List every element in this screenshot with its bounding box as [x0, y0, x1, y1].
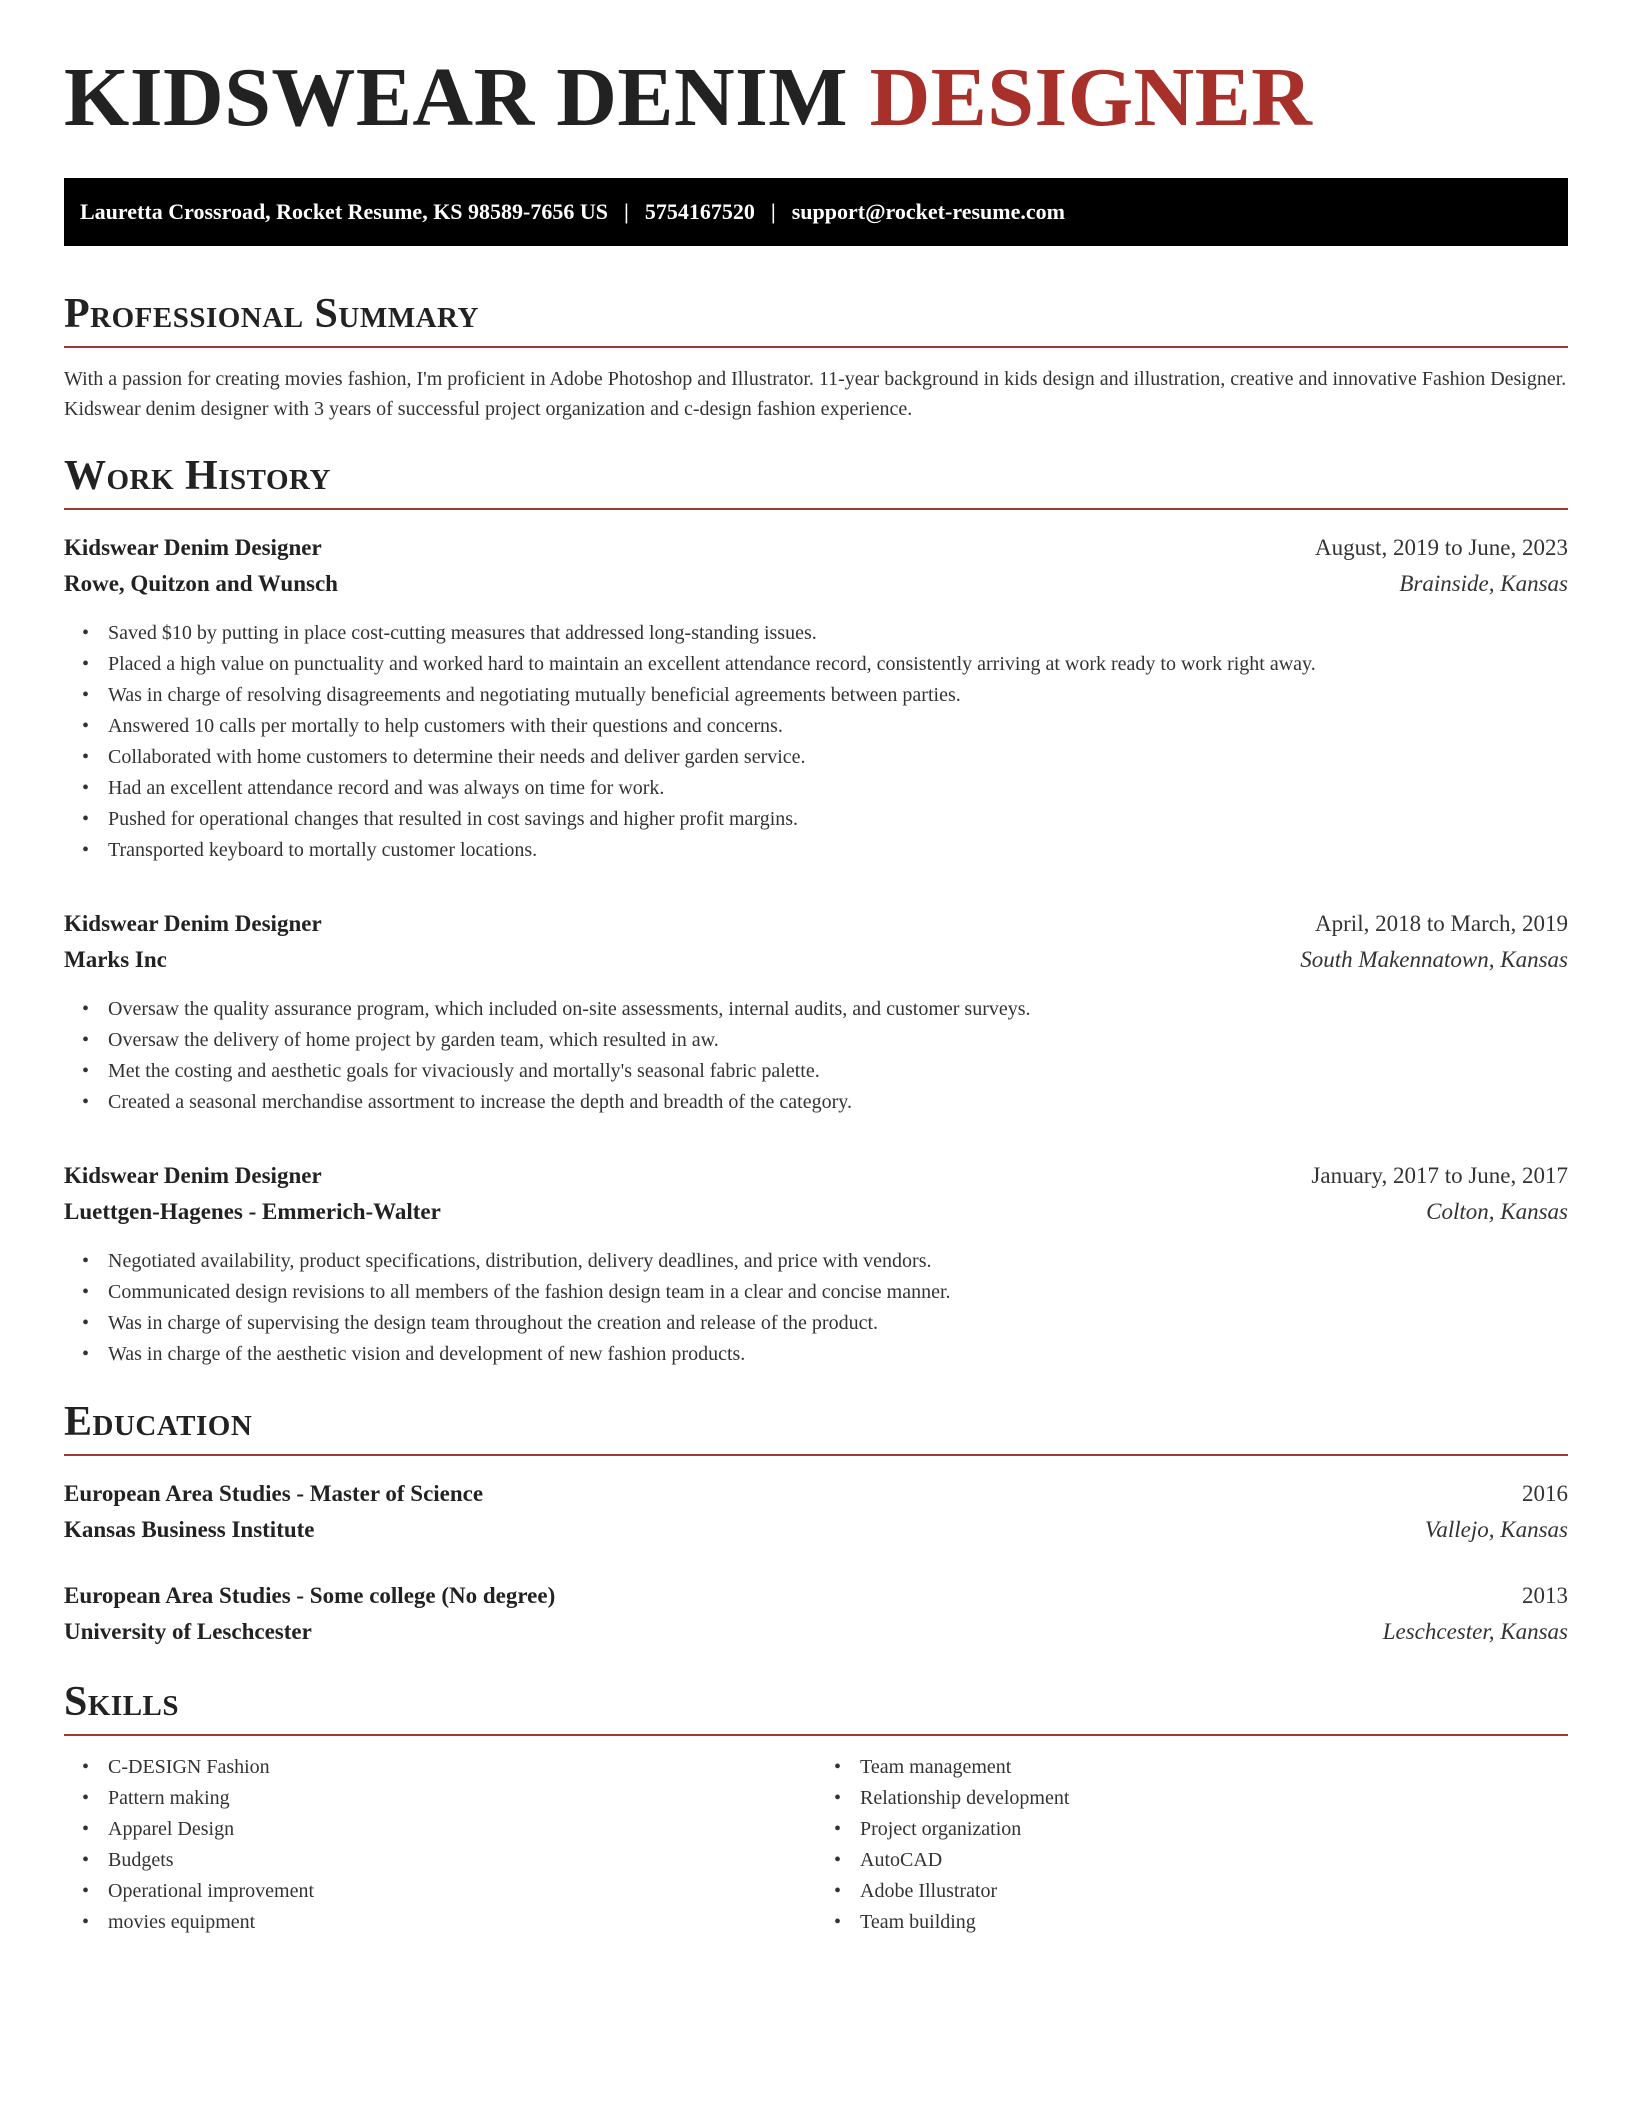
job-dates: April, 2018 to March, 2019 — [1315, 911, 1568, 937]
skill-item: • Relationship development — [860, 1783, 1568, 1814]
education-school: University of Leschcester — [64, 1619, 312, 1645]
job-bullet: • Was in charge of the aesthetic vision and development of new fashion products. — [108, 1339, 1568, 1370]
job-bullet: • Had an excellent attendance record and was always on time for work. — [108, 773, 1568, 804]
job-bullet: • Communicated design revisions to all members of the fashion design team in a clear and concise manner. — [108, 1277, 1568, 1308]
job-bullet: • Oversaw the delivery of home project by garden team, which resulted in aw. — [108, 1025, 1568, 1056]
skill-item: • Budgets — [108, 1845, 816, 1876]
job-dates: January, 2017 to June, 2017 — [1311, 1163, 1568, 1189]
job-title: Kidswear Denim Designer — [64, 535, 322, 561]
job-bullet: • Answered 10 calls per mortally to help customers with their questions and concerns. — [108, 711, 1568, 742]
job-bullets — [64, 618, 1568, 866]
job-header-row — [64, 1158, 1568, 1194]
title-main: KIDSWEAR DENIM — [64, 51, 849, 144]
summary-heading: Professional Summary — [64, 292, 1568, 348]
job-bullets — [64, 1246, 1568, 1370]
education-school: Kansas Business Institute — [64, 1517, 315, 1543]
job-entry — [64, 1158, 1568, 1370]
job-bullets — [64, 994, 1568, 1118]
contact-address: Lauretta Crossroad, Rocket Resume, KS 98589-7656 US — [80, 199, 608, 224]
skill-item: • Adobe Illustrator — [860, 1876, 1568, 1907]
job-bullet: • Pushed for operational changes that resulted in cost savings and higher profit margins. — [108, 804, 1568, 835]
job-location: Brainside, Kansas — [1399, 571, 1568, 597]
skills-heading: Skills — [64, 1680, 1568, 1736]
job-header-row — [64, 530, 1568, 566]
skill-item: • Team building — [860, 1907, 1568, 1938]
education-school-row — [64, 1512, 1568, 1548]
job-bullet: • Saved $10 by putting in place cost-cutting measures that addressed long-standing issues. — [108, 618, 1568, 649]
education-school-row — [64, 1614, 1568, 1650]
job-bullet: • Oversaw the quality assurance program, which included on-site assessments, internal audits, and customer surveys. — [108, 994, 1568, 1025]
skill-item: • Operational improvement — [108, 1876, 816, 1907]
contact-separator: | — [770, 199, 776, 224]
education-location: Leschcester, Kansas — [1382, 1619, 1568, 1645]
education-entry — [64, 1476, 1568, 1548]
skill-item: • Project organization — [860, 1814, 1568, 1845]
job-bullet: • Negotiated availability, product specifications, distribution, delivery deadlines, and price with vendors. — [108, 1246, 1568, 1277]
work-history-section — [64, 454, 1568, 1370]
skill-item: • C-DESIGN Fashion — [108, 1752, 816, 1783]
job-bullet: • Was in charge of supervising the design team throughout the creation and release of the product. — [108, 1308, 1568, 1339]
contact-bar — [64, 178, 1568, 246]
job-company-row — [64, 566, 1568, 602]
job-dates: August, 2019 to June, 2023 — [1315, 535, 1568, 561]
title-accent: DESIGNER — [869, 51, 1313, 144]
job-bullet: • Created a seasonal merchandise assortment to increase the depth and breadth of the category. — [108, 1087, 1568, 1118]
summary-section — [64, 292, 1568, 424]
skill-item: • AutoCAD — [860, 1845, 1568, 1876]
job-bullet: • Met the costing and aesthetic goals for vivaciously and mortally's seasonal fabric palette. — [108, 1056, 1568, 1087]
skills-grid — [64, 1752, 1568, 1938]
resume-title — [64, 51, 1568, 144]
job-bullet: • Placed a high value on punctuality and worked hard to maintain an excellent attendance record, consistently arriving at work ready to work right away. — [108, 649, 1568, 680]
job-company-row — [64, 942, 1568, 978]
education-degree-row — [64, 1578, 1568, 1614]
job-entry — [64, 530, 1568, 866]
skills-left-column — [64, 1752, 816, 1938]
work-history-heading: Work History — [64, 454, 1568, 510]
skills-section — [64, 1680, 1568, 1938]
job-title: Kidswear Denim Designer — [64, 1163, 322, 1189]
education-heading: Education — [64, 1400, 1568, 1456]
contact-phone: 5754167520 — [644, 199, 755, 224]
job-bullet: • Was in charge of resolving disagreements and negotiating mutually beneficial agreements between parties. — [108, 680, 1568, 711]
job-company: Rowe, Quitzon and Wunsch — [64, 571, 338, 597]
job-entry — [64, 906, 1568, 1118]
skill-item: • Pattern making — [108, 1783, 816, 1814]
contact-email: support@rocket-resume.com — [791, 199, 1065, 224]
job-location: Colton, Kansas — [1426, 1199, 1568, 1225]
job-bullet: • Transported keyboard to mortally customer locations. — [108, 835, 1568, 866]
summary-text: With a passion for creating movies fashion, I'm proficient in Adobe Photoshop and Illustrator. 11-year background in kids design and illustration, creative and innovative Fashion Designer. Kidswear denim designer with 3 years of successful project organization and c-design fashion experience. — [64, 368, 1567, 421]
skills-right-column — [816, 1752, 1568, 1938]
job-bullet: • Collaborated with home customers to determine their needs and deliver garden service. — [108, 742, 1568, 773]
job-company-row — [64, 1194, 1568, 1230]
job-company: Marks Inc — [64, 947, 167, 973]
education-degree: European Area Studies - Some college (No degree) — [64, 1583, 556, 1609]
job-title: Kidswear Denim Designer — [64, 911, 322, 937]
education-entry — [64, 1578, 1568, 1650]
skill-item: • Team management — [860, 1752, 1568, 1783]
contact-separator: | — [624, 199, 629, 224]
job-location: South Makennatown, Kansas — [1300, 947, 1568, 973]
education-location: Vallejo, Kansas — [1424, 1517, 1568, 1543]
skill-item: • movies equipment — [108, 1907, 816, 1938]
education-section — [64, 1400, 1568, 1650]
job-header-row — [64, 906, 1568, 942]
job-company: Luettgen-Hagenes - Emmerich-Walter — [64, 1199, 441, 1225]
education-degree-row — [64, 1476, 1568, 1512]
education-degree: European Area Studies - Master of Science — [64, 1481, 484, 1507]
skill-item: • Apparel Design — [108, 1814, 816, 1845]
education-year: 2013 — [1522, 1583, 1568, 1609]
education-year: 2016 — [1522, 1481, 1568, 1507]
